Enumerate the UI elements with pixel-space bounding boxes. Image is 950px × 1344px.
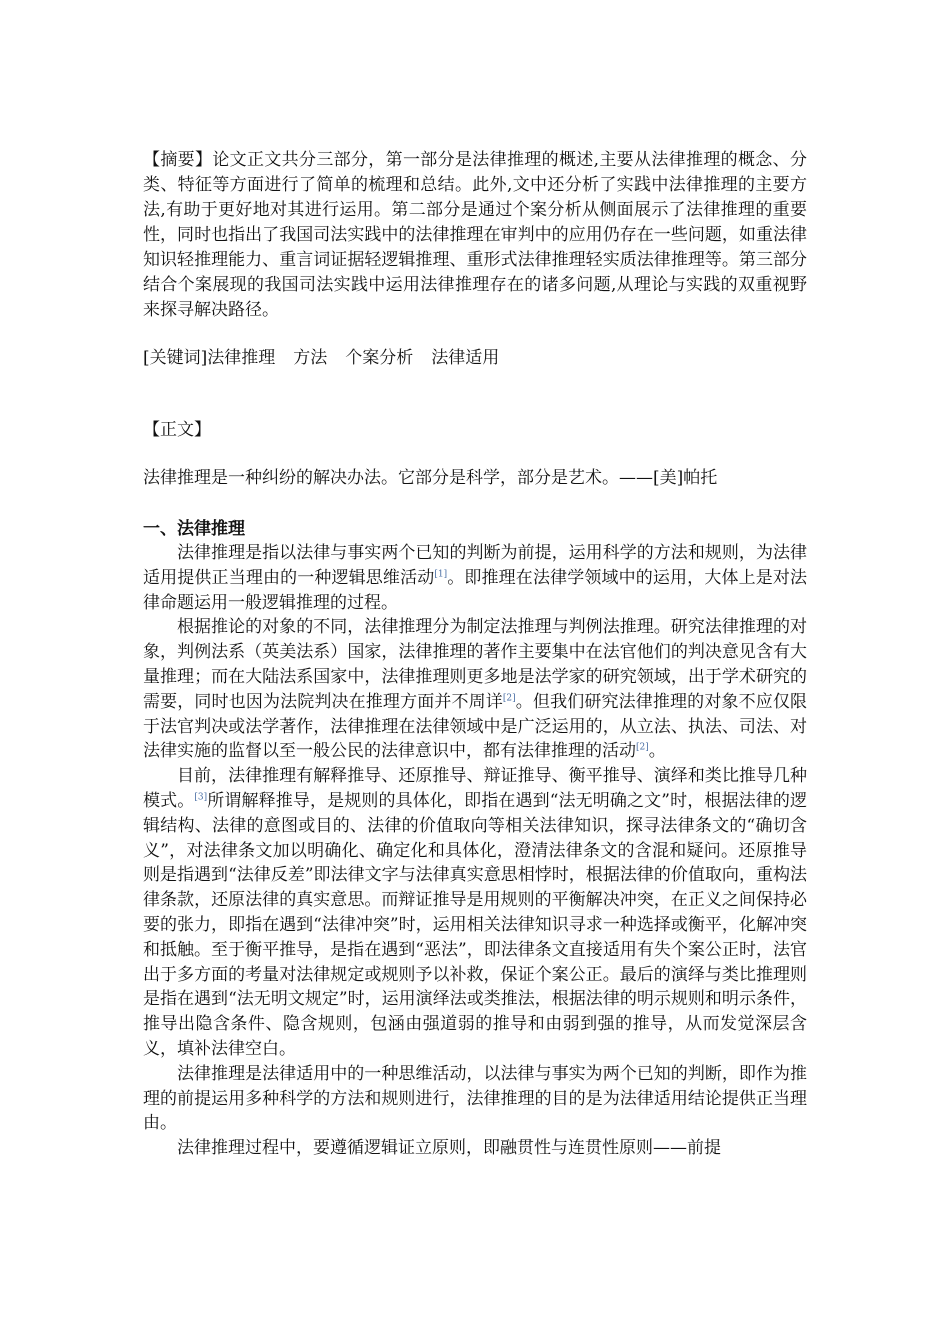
keyword-item: 个案分析: [345, 348, 414, 368]
citation-ref[interactable]: [2]: [636, 742, 649, 753]
citation-ref[interactable]: [3]: [194, 792, 208, 803]
keywords-label: [关键词]: [143, 348, 208, 368]
abstract-label: 【摘要】: [143, 150, 213, 170]
paragraph: 法律推理是法律适用中的一种思维活动，以法律与事实为两个已知的判断，即作为推理的前提运用多种科学的方法和规则进行，法律推理的目的是为法律适用结论提供正当理由。: [143, 1063, 807, 1134]
section-body: [143, 541, 807, 1161]
paragraph: 目前，法律推理有解释推导、还原推导、辩证推导、衡平推导、演绎和类比推导几种模式。[3]所谓解释推导，是规则的具体化，即指在遇到“法无明确之文”时，根据法律的逻辑结构、法律的意图或目的、法律的价值取向等相关法律知识，探寻法律条文的“确切含义”，对法律条文加以明确化、确定化和具体化，澄清法律条文的含混和疑问。还原推导则是指遇到“法律反差”即法律文字与法律真实意思相悖时，根据法律的价值取向，重构法律条款，还原法律的真实意思。而辩证推导是用规则的平衡解决冲突，在正义之间保持必要的张力，即指在遇到“法律冲突”时，运用相关法律知识寻求一种选择或衡平，化解冲突和抵触。至于衡平推导，是指在遇到“恶法”，即法律条文直接适用有失个案公正时，法官出于多方面的考量对法律规定或规则予以补救，保证个案公正。最后的演绎与类比推理则是指在遇到“法无明文规定”时，运用演绎法或类推法，根据法律的明示规则和明示条件，推导出隐含条件、隐含规则，包涵由强道弱的推导和由弱到强的推导，从而发觉深层含义，填补法律空白。: [143, 766, 807, 1059]
citation-ref[interactable]: [2]: [502, 693, 516, 704]
paragraph: 法律推理过程中，要遵循逻辑证立原则，即融贯性与连贯性原则——前提: [177, 1138, 721, 1159]
paragraph: 法律推理是指以法律与事实两个已知的判断为前提，运用科学的方法和规则，为法律适用提供正当理由的一种逻辑思维活动[1]。即推理在法律学领域中的运用，大体上是对法律命题运用一般逻辑推理的过程。: [143, 543, 808, 613]
paragraph: 根据推论的对象的不同，法律推理分为制定法推理与判例法推理。研究法律推理的对象，判例法系（英美法系）国家，法律推理的著作主要集中在法官他们的判决意见含有大量推理；而在大陆法系国家中，法律推理则更多地是法学家的研究领域，出于学术研究的需要，同时也因为法院判决在推理方面并不周详[2]。但我们研究法律推理的对象不应仅限于法官判决或法学著作，法律推理在法律领域中是广泛运用的，从立法、执法、司法、对法律实施的监督以至一般公民的法律意识中，都有法律推理的活动[2]。: [143, 617, 808, 762]
epigraph: 法律推理是一种纠纷的解决办法。它部分是科学，部分是艺术。——[美]帕托: [143, 468, 718, 488]
citation-ref[interactable]: [1]: [434, 569, 448, 580]
keywords-line: [143, 346, 807, 371]
keyword-item: 方法: [293, 348, 328, 368]
abstract-text: 论文正文共分三部分，第一部分是法律推理的概述,主要从法律推理的概念、分类、特征等方面进行了简单的梳理和总结。此外,文中还分析了实践中法律推理的主要方法,有助于更好地对其进行运用。第二部分是通过个案分析从侧面展示了法律推理的重要性，同时也指出了我国司法实践中的法律推理在审判中的应用仍存在一些问题，如重法律知识轻推理能力、重言词证据轻逻辑推理、重形式法律推理轻实质法律推理等。第三部分结合个案展现的我国司法实践中运用法律推理存在的诸多问题,从理论与实践的双重视野来探寻解决路径。: [143, 150, 807, 320]
keyword-item: 法律适用: [431, 348, 500, 368]
keyword-item: 法律推理: [207, 348, 276, 368]
abstract-paragraph: [143, 148, 807, 323]
body-heading: 【正文】: [143, 420, 211, 440]
section-title: 一、法律推理: [143, 519, 245, 539]
